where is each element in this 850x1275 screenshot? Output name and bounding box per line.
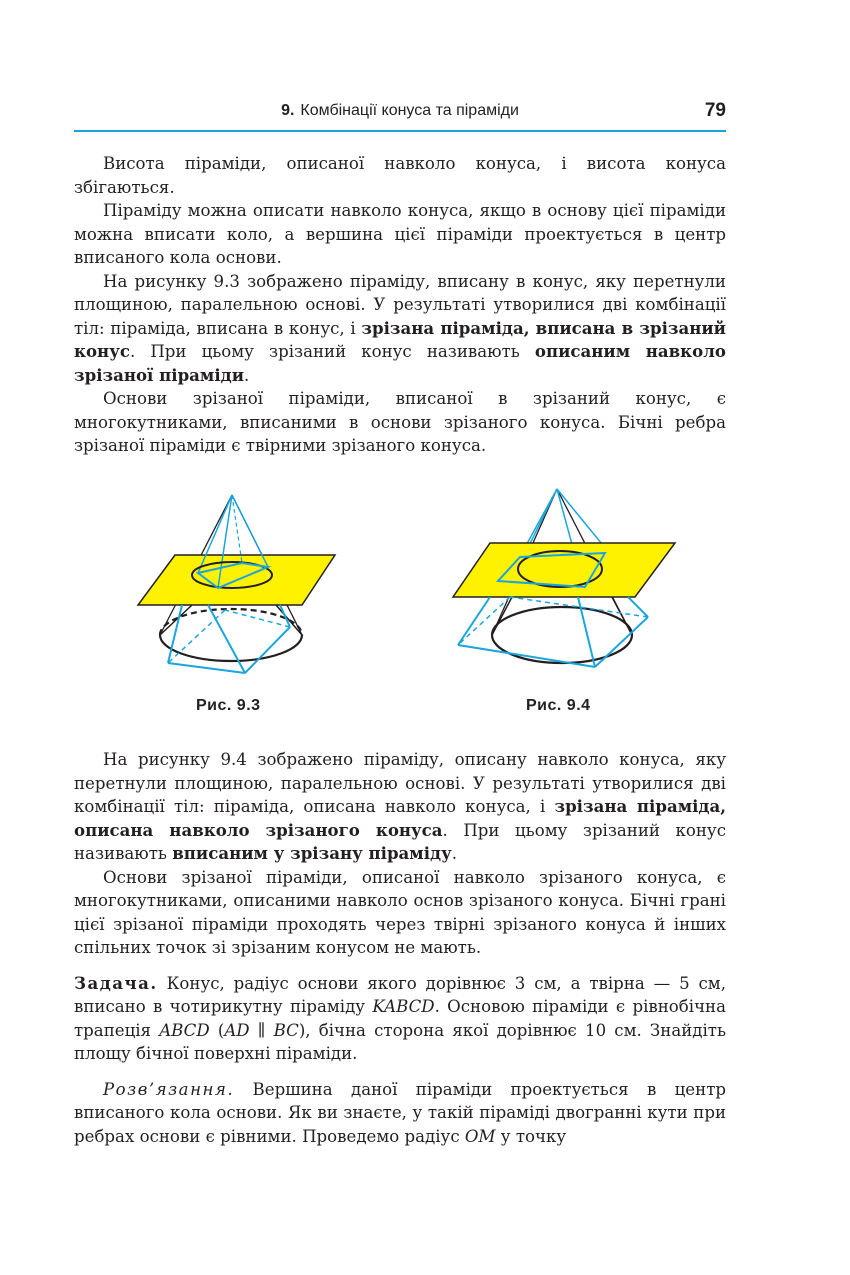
lateral-edge — [208, 605, 245, 673]
text-run: Вершина даної піраміди проектується в центр вписаного кола основи. Як ви знаєте, у такій піраміді двогранні кути при ребрах основи є рівними. Проведемо радіус — [74, 1079, 726, 1146]
solution-paragraph — [74, 1078, 726, 1149]
base-edge — [458, 645, 595, 667]
figure-9-4 — [450, 485, 685, 695]
paragraph — [74, 748, 726, 866]
solution-label: Розв’язання. — [103, 1079, 235, 1099]
figure-9-3 — [130, 485, 350, 695]
running-title — [74, 102, 726, 120]
paragraph: Піраміду можна описати навколо конуса, якщо в основу цієї піраміди можна вписати коло, а вершина цієї піраміди проектується в центр вписаного кола основи. — [74, 201, 726, 267]
text-run: ( — [209, 1020, 225, 1040]
paragraph: Основи зрізаної піраміди, описаної навколо зрізаного конуса, є многокутниками, описаними навколо основ зрізаного конуса. Бічні грані цієї зрізаної піраміди проходять через твірні зрізаного конуса й інших спільних точок зі зрізаним конусом не мають. — [74, 867, 726, 957]
lateral-edge — [458, 597, 490, 645]
paragraph: Висота піраміди, описаної навколо конуса, і висота конуса збігаються. — [74, 154, 726, 197]
lateral-edge — [168, 605, 182, 663]
text-run: ), бічна сторона якої дорівнює 10 см. Знайдіть площу бічної поверхні піраміди. — [74, 1020, 727, 1063]
text-run: На рисунку 9.4 зображено піраміду, описану навколо конуса, яку перетнули площиною, паралельною основі. У результаті утворилися дві комбінації тіл: піраміда, описана навколо конуса, і — [74, 750, 726, 816]
math-symbol: ABCD — [159, 1020, 210, 1040]
term-bold: описаним навколо зрізаної піраміди — [74, 341, 726, 385]
term-bold: зрізана піраміда, вписана в зрізаний конус — [74, 317, 726, 361]
text-run: . При цьому зрізаний конус називають — [129, 342, 535, 361]
lateral-edge — [578, 597, 595, 667]
base-ellipse-back — [160, 609, 302, 635]
page-number: 79 — [704, 100, 726, 121]
text-block-top — [74, 152, 726, 458]
page-header — [74, 100, 726, 132]
task-label: Задача. — [74, 972, 158, 993]
text-run: Конус, радіус основи якого дорівнює 3 см, а твірна — 5 см, вписано в чотирикутну піраміду — [74, 973, 726, 1016]
term-bold: зрізана піраміда, описана навколо зрізаного конуса — [74, 796, 727, 840]
math-symbol: BC — [273, 1020, 299, 1040]
base-ellipse-front — [492, 635, 632, 663]
math-symbol: KABCD — [372, 997, 435, 1016]
lateral-edge — [628, 597, 648, 617]
paragraph — [74, 270, 726, 388]
text-run: . — [244, 365, 250, 385]
task-paragraph — [74, 972, 726, 1066]
figure-caption: Рис. 9.3 — [196, 697, 261, 714]
text-run: . Основою піраміди є рівнобічна трапеція — [74, 997, 726, 1040]
term-bold: вписаним у зрізану піраміду — [172, 843, 452, 863]
text-run: . — [451, 844, 457, 863]
text-run: ∥ — [249, 1020, 274, 1040]
text-run: На рисунку 9.3 зображено піраміду, вписану в конус, яку перетнули площиною, паралельною основі. У результаті утворилися дві комбінації тіл: піраміда, вписана в конус, і — [74, 271, 726, 338]
paragraph: Основи зрізаної піраміди, вписаної в зрізаний конус, є многокутниками, вписаними в основи зрізаного конуса. Бічні ребра зрізаної піраміди є твірними зрізаного конуса. — [74, 389, 726, 455]
text-run: у точку — [495, 1126, 567, 1146]
math-symbol: AD — [224, 1020, 250, 1040]
figure-caption: Рис. 9.4 — [526, 697, 591, 714]
chapter-number: 9. — [281, 102, 295, 119]
base-edge — [245, 627, 290, 673]
text-block-bottom — [74, 748, 726, 1148]
base-edge — [595, 617, 648, 667]
base-edge — [168, 663, 245, 673]
math-symbol: OM — [464, 1126, 496, 1146]
text-run: . При цьому зрізаний конус називають — [74, 820, 726, 863]
base-edge-hidden — [225, 610, 290, 627]
chapter-title: Комбінації конуса та піраміди — [300, 102, 519, 119]
